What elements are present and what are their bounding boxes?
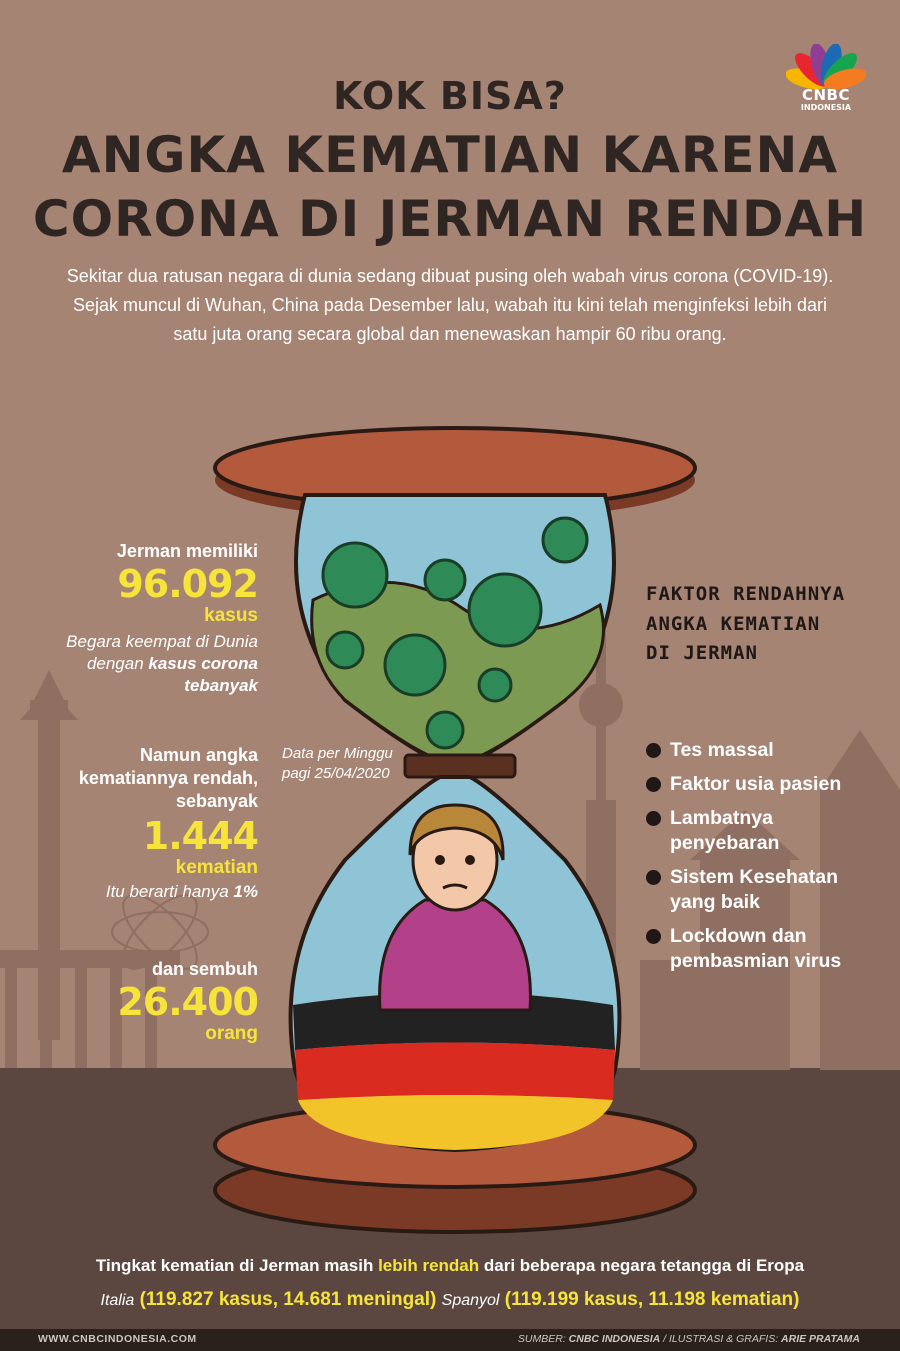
- list-item: [646, 738, 886, 763]
- website-link[interactable]: WWW.CNBCINDONESIA.COM: [38, 1333, 197, 1345]
- source-name: CNBC INDONESIA: [568, 1333, 661, 1345]
- cases-note-emphasis: kasus corona tebanyak: [148, 654, 258, 695]
- credit-label: / ILUSTRASI & GRAFIS:: [660, 1333, 782, 1345]
- spain-label: Spanyol: [441, 1292, 500, 1309]
- main-title-line-1: ANGKA KEMATIAN KARENA: [61, 126, 839, 184]
- bullet-icon: [646, 870, 661, 885]
- list-item: [646, 772, 886, 797]
- deaths-value: 1.444: [142, 814, 258, 858]
- factors-title: FAKTOR RENDAHNYA ANGKA KEMATIAN DI JERMAN: [646, 583, 846, 664]
- recovered-block: [40, 958, 258, 1045]
- spain-stats: (119.199 kasus, 11.198 kematian): [504, 1289, 800, 1310]
- recovered-label: dan sembuh: [151, 959, 258, 979]
- bullet-icon: [646, 743, 661, 758]
- comparison-text-post: dari beberapa negara tetangga di Eropa: [479, 1256, 805, 1275]
- credit-name: ARIE PRATAMA: [781, 1333, 860, 1345]
- hourglass-illustration: [195, 410, 715, 1240]
- deaths-note-text: Itu berarti hanya: [105, 882, 234, 901]
- deaths-note: [60, 881, 258, 903]
- logo-wordmark: CNBC: [801, 86, 850, 104]
- factor-text: Lambatnya penyebaran: [670, 807, 780, 854]
- cases-value: 96.092: [117, 562, 258, 606]
- deaths-label: Namun angka kematiannya rendah, sebanyak: [78, 745, 258, 811]
- recovered-unit: orang: [205, 1023, 258, 1044]
- italy-label: Italia: [100, 1292, 135, 1309]
- factor-text: Faktor usia pasien: [670, 773, 842, 795]
- cases-label: Jerman memiliki: [116, 541, 258, 561]
- source-label: SUMBER:: [517, 1333, 569, 1345]
- factor-text: Tes massal: [670, 739, 774, 761]
- italy-stats: (119.827 kasus, 14.681 meningal): [139, 1289, 437, 1310]
- bullet-icon: [646, 811, 661, 826]
- comparison-highlight: lebih rendah: [378, 1256, 480, 1275]
- deaths-note-emphasis: 1%: [233, 882, 258, 901]
- intro-paragraph: Sekitar dua ratusan negara di dunia sedang dibuat pusing oleh wabah virus corona (COVID-19). Sejak muncul di Wuhan, China pada Desember lalu, wabah itu kini telah menginfeksi lebih dari satu juta orang secara global dan menewaskan hampir 60 ribu orang.: [66, 266, 834, 344]
- kicker-title: KOK BISA?: [333, 74, 567, 118]
- data-date-note: Data per Minggu pagi 25/04/2020: [282, 745, 393, 782]
- cases-note: [40, 631, 258, 697]
- comparison-text-pre: Tingkat kematian di Jerman masih: [95, 1256, 379, 1275]
- bullet-icon: [646, 777, 661, 792]
- recovered-value: 26.400: [117, 980, 258, 1024]
- source-credit: [518, 1333, 860, 1345]
- factor-text: Lockdown dan pembasmian virus: [670, 925, 842, 972]
- logo-subtitle: INDONESIA: [800, 103, 852, 112]
- country-comparison: [0, 1289, 900, 1311]
- factors-list: [646, 738, 886, 983]
- cases-block: [40, 540, 258, 697]
- list-item: [646, 865, 880, 915]
- deaths-block: [60, 744, 258, 903]
- comparison-line: [0, 1256, 900, 1276]
- list-item: [646, 924, 875, 974]
- bullet-icon: [646, 929, 661, 944]
- deaths-unit: kematian: [175, 857, 258, 878]
- factor-text: Sistem Kesehatan yang baik: [670, 866, 838, 913]
- main-title-line-2: CORONA DI JERMAN RENDAH: [32, 190, 868, 248]
- cases-note-text: Begara keempat di Dunia dengan: [66, 632, 258, 673]
- cases-unit: kasus: [204, 605, 258, 626]
- list-item: [646, 806, 800, 856]
